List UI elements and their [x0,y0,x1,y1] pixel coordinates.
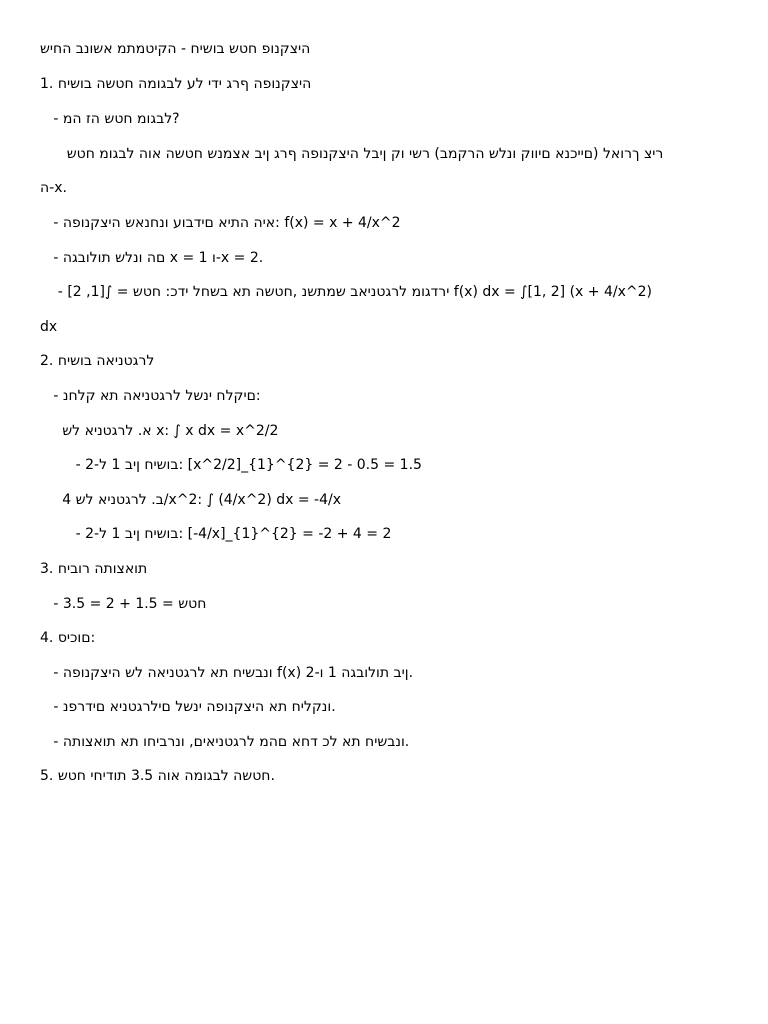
summary-line-3: - ונבשיח תא לכ דחא םהמ לרגטניאים, ונרביחו תא תואצותה. [40,734,410,750]
section-1-heading: 1. היצקנופה ףרג ידי לע לבגומה חטשה בושיח [40,76,312,92]
section-5-conclusion: 5. חטשה לבגומה אוה 3.5 תודיחי חטש. [40,768,275,784]
integral-definition-line: - ירדגומ לרגטניאב שמתשנ ,חטשה תא בשחל ידכ: חטש = ∫[1, 2] f(x) dx = ∫[1, 2] (x + 4/x^2) [40,284,652,300]
document-title: היצקנופ חטש בושיח - הקיטמתמ אשונב החיש [40,41,311,57]
split-integral-line: - םיקלח ינשל לרגטניאה תא קלחנ: [40,388,261,404]
integral-part-a-result: - בושיח ןיב 1 ל-2: [x^2/2]_{1}^{2} = 2 - 0.5 = 1.5 [40,457,422,473]
definition-line-continued: ה-x. [40,180,67,196]
sum-line: - חטש = 1.5 + 2 = 3.5 [40,596,207,612]
integral-part-b-result: - בושיח ןיב 1 ל-2: [-4/x]_{1}^{2} = -2 + 4 = 2 [40,526,392,542]
integral-definition-line-continued: dx [40,319,58,335]
integral-part-b: ב. לרגטניא לש 4/x^2: ∫ (4/x^2) dx = -4/x [40,492,342,508]
definition-line: ריצ ךרואל (םייכנא םיווק ונלש הרקמב) רשי וק ןיבל היצקנופה ףרג ןיב אצמנש חטשה אוה לבגומ חטש [40,146,664,162]
summary-line-2: - ונקליח תא היצקנופה ינשל םילרגטניא םידרפנ. [40,699,336,715]
function-line: - איה התיא םידבוע ונחנאש היצקנופה: f(x) = x + 4/x^2 [40,215,401,231]
section-2-heading: 2. לרגטניאה בושיח [40,353,155,369]
question-line: - לבגומ חטש הז המ? [40,111,180,127]
integral-part-a: א. לרגטניא לש x: ∫ x dx = x^2/2 [40,423,279,439]
summary-line-1: - ונבשיח תא לרגטניאה לש היצקנופה f(x) ןיב תולובגה 1 ו-2. [40,665,414,681]
bounds-line: - םה ונלש תולובגה x = 1 ו-x = 2. [40,250,264,266]
section-4-heading: 4. םוכיס: [40,630,96,646]
section-3-heading: 3. תואצותה רוביח [40,561,148,577]
